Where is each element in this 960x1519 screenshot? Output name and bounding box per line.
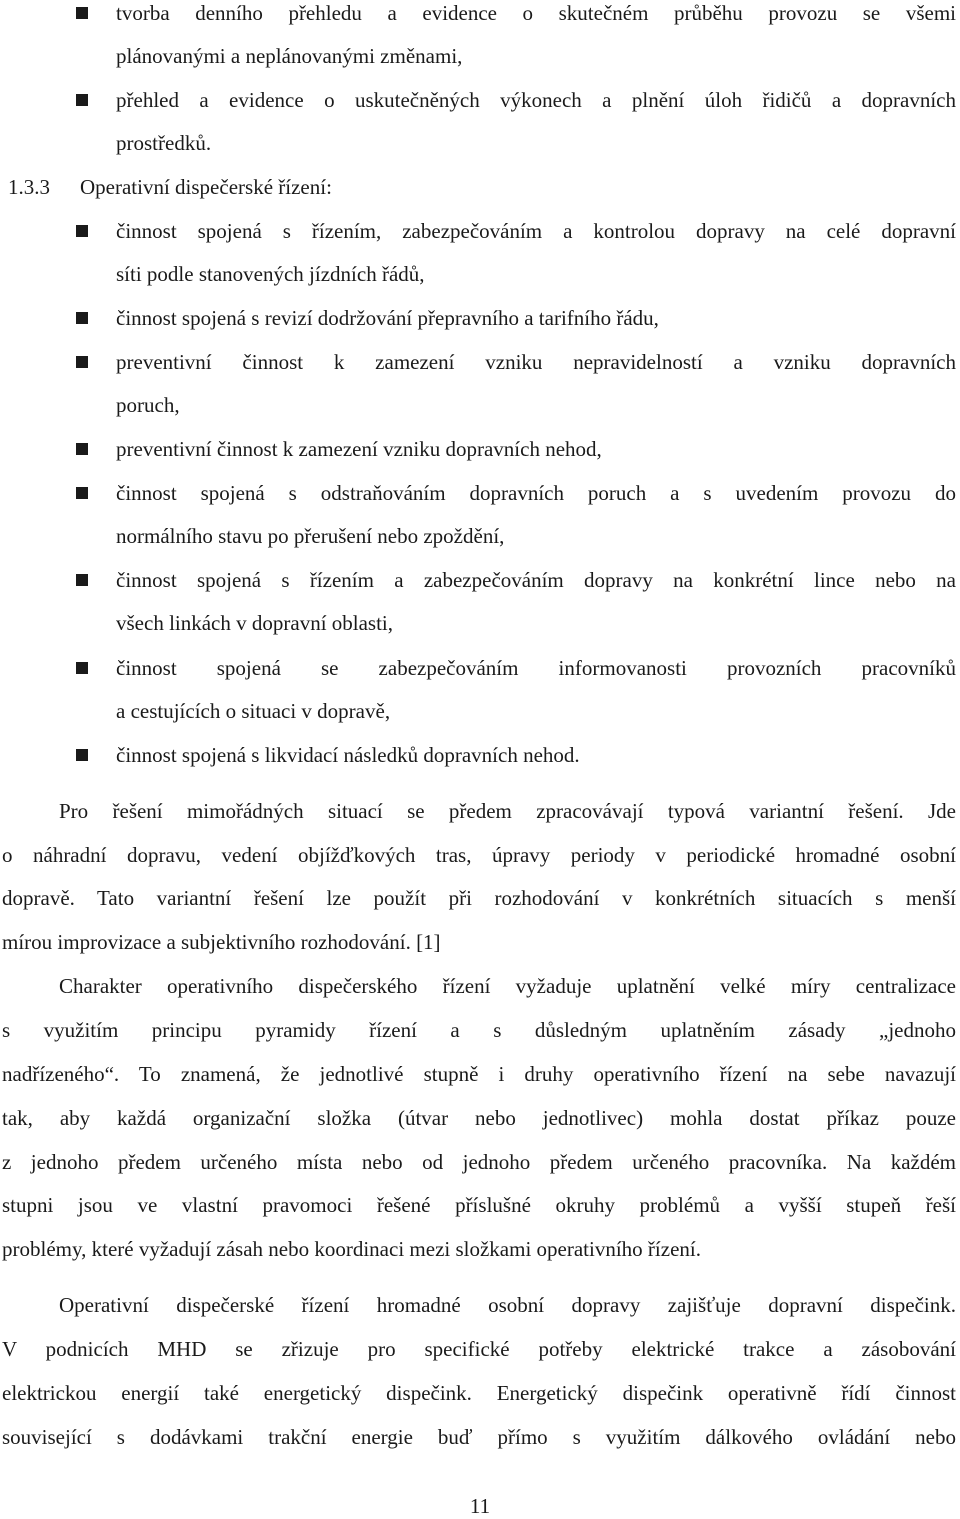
square-bullet-icon bbox=[76, 749, 88, 761]
page-number: 11 bbox=[469, 1494, 491, 1518]
square-bullet-icon bbox=[76, 574, 88, 586]
paragraph-line: mírou improvizace a subjektivního rozhodování. [1] bbox=[2, 930, 441, 954]
section-title: Operativní dispečerské řízení: bbox=[80, 175, 332, 199]
paragraph-line: stupni jsou ve vlastní pravomoci řešené příslušné okruhy problémů a vyšší stupeň řeší bbox=[2, 1193, 956, 1217]
paragraph-line: elektrickou energií také energetický dispečink. Energetický dispečink operativně řídí činnost bbox=[2, 1381, 956, 1405]
paragraph-line: nadřízeného“. To znamená, že jednotlivé stupně i druhy operativního řízení na sebe navazují bbox=[2, 1062, 956, 1086]
section-number: 1.3.3 bbox=[8, 175, 50, 199]
list-item-line: poruch, bbox=[116, 393, 180, 417]
list-item-line: činnost spojená s řízením, zabezpečováním a kontrolou dopravy na celé dopravní bbox=[116, 219, 956, 243]
paragraph-line: dopravě. Tato variantní řešení lze použít při rozhodování v konkrétních situacích s menší bbox=[2, 886, 956, 910]
list-item-line: normálního stavu po přerušení nebo zpoždění, bbox=[116, 524, 505, 548]
list-item-line: tvorba denního přehledu a evidence o skutečném průběhu provozu se všemi bbox=[116, 1, 956, 25]
square-bullet-icon bbox=[76, 662, 88, 674]
list-item-line: a cestujících o situaci v dopravě, bbox=[116, 699, 391, 723]
paragraph-line: z jednoho předem určeného místa nebo od jednoho předem určeného pracovníka. Na každém bbox=[2, 1150, 956, 1174]
paragraph-line: s využitím principu pyramidy řízení a s důsledným uplatněním zásady „jednoho bbox=[2, 1018, 956, 1042]
paragraph-line: o náhradní dopravu, vedení objížďkových tras, úpravy periody v periodické hromadné osobní bbox=[2, 843, 956, 867]
list-item-line: činnost spojená s odstraňováním dopravních poruch a s uvedením provozu do bbox=[116, 481, 956, 505]
list-item-line: přehled a evidence o uskutečněných výkonech a plnění úloh řidičů a dopravních bbox=[116, 88, 956, 112]
square-bullet-icon bbox=[76, 94, 88, 106]
list-item-line: plánovanými a neplánovanými změnami, bbox=[116, 44, 463, 68]
square-bullet-icon bbox=[76, 225, 88, 237]
paragraph-line: problémy, které vyžadují zásah nebo koordinaci mezi složkami operativního řízení. bbox=[2, 1237, 701, 1261]
square-bullet-icon bbox=[76, 312, 88, 324]
list-item-line: preventivní činnost k zamezení vzniku nepravidelností a vzniku dopravních bbox=[116, 350, 956, 374]
paragraph-line: související s dodávkami trakční energie buď přímo s využitím dálkového ovládání nebo bbox=[2, 1425, 956, 1449]
list-item-line: činnost spojená se zabezpečováním informovanosti provozních pracovníků bbox=[116, 656, 956, 680]
square-bullet-icon bbox=[76, 356, 88, 368]
list-item-line: prostředků. bbox=[116, 131, 212, 155]
list-item-line: činnost spojená s revizí dodržování přepravního a tarifního řádu, bbox=[116, 306, 659, 330]
list-item-line: činnost spojená s řízením a zabezpečováním dopravy na konkrétní lince nebo na bbox=[116, 568, 956, 592]
paragraph-line: Pro řešení mimořádných situací se předem zpracovávají typová variantní řešení. Jde bbox=[59, 799, 956, 823]
list-item-line: síti podle stanovených jízdních řádů, bbox=[116, 262, 425, 286]
square-bullet-icon bbox=[76, 443, 88, 455]
list-item-line: všech linkách v dopravní oblasti, bbox=[116, 611, 394, 635]
section-heading bbox=[8, 174, 50, 200]
paragraph-line: Charakter operativního dispečerského řízení vyžaduje uplatnění velké míry centralizace bbox=[59, 974, 956, 998]
square-bullet-icon bbox=[76, 487, 88, 499]
square-bullet-icon bbox=[76, 7, 88, 19]
paragraph-line: V podnicích MHD se zřizuje pro specifické potřeby elektrické trakce a zásobování bbox=[2, 1337, 956, 1361]
list-item-line: preventivní činnost k zamezení vzniku dopravních nehod, bbox=[116, 437, 602, 461]
paragraph-line: tak, aby každá organizační složka (útvar nebo jednotlivec) mohla dostat příkaz pouze bbox=[2, 1106, 956, 1130]
list-item-line: činnost spojená s likvidací následků dopravních nehod. bbox=[116, 743, 580, 767]
paragraph-line: Operativní dispečerské řízení hromadné osobní dopravy zajišťuje dopravní dispečink. bbox=[59, 1293, 956, 1317]
